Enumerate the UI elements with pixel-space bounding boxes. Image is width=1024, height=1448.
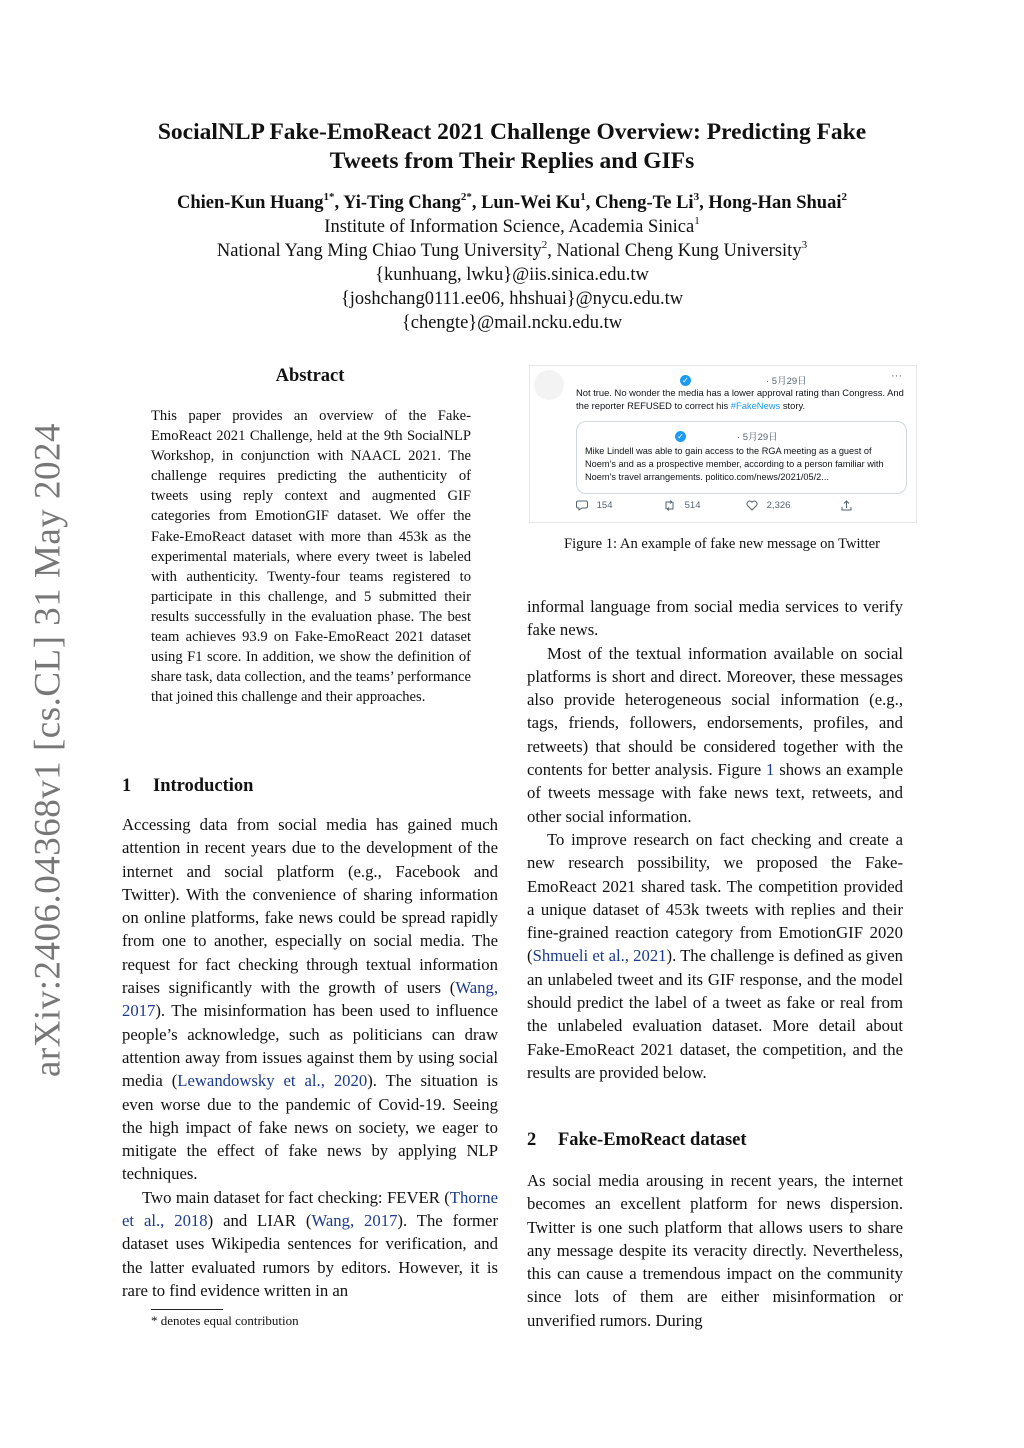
more-options-icon[interactable]: ···	[891, 370, 902, 382]
author-name: Hong-Han Shuai	[708, 193, 842, 213]
section-heading-introduction	[122, 776, 253, 797]
text-span: shows an example of tweets message with fake news text, retweets, and other social information.	[527, 760, 903, 826]
text-span: Two main dataset for fact checking: FEVER (	[142, 1187, 450, 1207]
footnote	[151, 1313, 299, 1329]
share-icon	[841, 500, 852, 511]
affiliation-mark: 1	[694, 215, 700, 227]
abstract-body: This paper provides an overview of the Fake-EmoReact 2021 Challenge, held at the 9th SocialNLP Workshop, in conjunction with NAACL 2021. The challenge requires predicting the authenticity of tweets using reply context and augmented GIF categories from EmotionGIF dataset. We offer the Fake-EmoReact dataset with more than 453k as the experimental materials, where every tweet is labeled with authenticity. Twenty-four teams registered to participate in this challenge, and 5 submitted their results successfully in the evaluation phase. The best team achieves 93.9 on Fake-EmoReact 2021 dataset using F1 score. In addition, we show the definition of share task, data collection, and the teams’ performance that joined this challenge and their approaches.	[151, 408, 471, 706]
verified-badge-icon: ✓	[680, 372, 691, 390]
section-number: 2	[527, 1130, 537, 1150]
footnote-mark: *	[151, 1313, 158, 1328]
affiliation-text: , National Cheng Kung University	[547, 241, 802, 261]
section-heading-dataset	[527, 1130, 747, 1151]
reply-count: 154	[596, 500, 613, 512]
retweet-count: 514	[684, 500, 701, 512]
citation-link[interactable]: Thorne et al., 2018	[122, 1187, 498, 1231]
paragraph	[527, 642, 903, 828]
arxiv-identifier: arXiv:2406.04368v1 [cs.CL] 31 May 2024	[27, 422, 69, 1078]
author-separator: ,	[699, 193, 709, 213]
tweet-date: · 5月29日	[766, 376, 807, 387]
email-line: {joshchang0111.ee06, hhshuai}@nycu.edu.tw	[340, 289, 684, 309]
figure-caption: Figure 1: An example of fake new message on Twitter	[563, 536, 881, 552]
author-name: Cheng-Te Li	[595, 193, 694, 213]
footnote-rule	[151, 1309, 223, 1310]
text-span: ). The former dataset uses Wikipedia sentences for verification, and the latter evaluated rumors by editors. However, it is rare to find evidence written in an	[122, 1211, 498, 1300]
section-number: 1	[122, 776, 132, 796]
paragraph: As social media arousing in recent years, the internet becomes an excellent platform for news dispersion. Twitter is one such platform that allows users to share any message despite its veracity directly. Nevertheless, this can cause a tremendous impact on the community since lots of them are either misinformation or unverified rumors. During	[527, 1171, 903, 1330]
text-span: story.	[780, 400, 806, 411]
heart-icon	[746, 500, 758, 511]
text-span: ) and LIAR (	[207, 1211, 312, 1231]
paragraph	[122, 813, 498, 1186]
author-affiliation-mark: 2	[841, 191, 847, 203]
figure-reference-link[interactable]: 1	[765, 760, 775, 780]
author-list	[112, 191, 912, 215]
title-line-2: Tweets from Their Replies and GIFs	[329, 148, 695, 174]
author-separator: ,	[334, 193, 344, 213]
citation-link[interactable]: Shmueli et al., 2021	[532, 946, 667, 966]
reply-icon	[576, 500, 588, 511]
section-title: Fake-EmoReact dataset	[558, 1130, 747, 1150]
paragraph	[527, 828, 903, 1084]
text-span: ). The challenge is defined as given an unlabeled tweet and its GIF response, and the model should predict the label of a tweet as fake or real from the unlabeled evaluation dataset. More detail about Fake-EmoReact 2021 dataset, the competition, and the results are provided below.	[527, 946, 903, 1082]
abstract-heading: Abstract	[275, 366, 345, 386]
text-span: To improve research on fact checking and create a new research possibility, we proposed the Fake-EmoReact 2021 shared task. The competition provided a unique dataset of 453k tweets with replies and their fine-grained reaction category from EmotionGIF 2020 (	[527, 829, 903, 966]
paragraph	[122, 1186, 498, 1302]
paragraph: informal language from social media services to verify fake news.	[527, 597, 903, 640]
affiliation-mark: 2	[541, 239, 548, 251]
text-span: ). The situation is even worse due to the pandemic of Covid-19. Seeing the high impact of fake news on society, we eager to mitigate the effect of fake news by applying NLP techniques.	[122, 1071, 498, 1184]
introduction-body	[122, 813, 498, 1302]
text-span: Accessing data from social media has gained much attention in recent years due to the development of the internet and social platform (e.g., Facebook and Twitter). With the convenience of sharing information on online platforms, fake news could be spread rapidly from one to another, especially on social media. The request for fact checking through textual information raises significantly with the growth of users (	[122, 815, 498, 998]
affiliation-text: National Yang Ming Chiao Tung University	[216, 241, 542, 261]
retweet-icon	[663, 500, 676, 511]
like-count: 2,326	[766, 500, 791, 512]
dataset-section-body	[527, 1169, 903, 1332]
affiliation-text: Institute of Information Science, Academia Sinica	[324, 217, 695, 237]
quoted-tweet-text: Mike Lindell was able to gain access to the RGA meeting as a guest of Noem’s and as a prospective member, according to a person familiar with Noem’s travel arrangements. politico.com/news/2021/05/2...	[585, 446, 884, 482]
like-button[interactable]	[746, 500, 790, 511]
paper-title	[112, 118, 912, 176]
verified-badge-icon: ✓	[675, 428, 686, 446]
footnote-text: denotes equal contribution	[160, 1313, 299, 1328]
affiliation-mark: 3	[801, 239, 808, 251]
avatar	[534, 370, 564, 400]
email-line: {chengte}@mail.ncku.edu.tw	[401, 313, 623, 333]
author-affiliation-mark: 1*	[323, 191, 335, 203]
author-separator: ,	[585, 193, 596, 213]
section-title: Introduction	[153, 776, 254, 796]
text-span: Not true. No wonder the media has a lower approval rating than Congress. And the reporter REFUSED to correct his	[576, 387, 904, 411]
author-block	[112, 191, 912, 335]
affiliation-line-1	[112, 215, 912, 239]
citation-link[interactable]: Lewandowsky et al., 2020	[177, 1071, 368, 1091]
tweet-text	[576, 386, 910, 412]
text-span: Most of the textual information available on social platforms is short and direct. Moreover, these messages also provide heterogeneous social information (e.g., tags, friends, followers, endorsements, profiles, and retweets) that should be considered together with the contents for better analysis. Figure	[527, 643, 903, 780]
citation-link[interactable]: Wang, 2017	[122, 978, 498, 1021]
author-name: Lun-Wei Ku	[481, 193, 581, 213]
reply-button[interactable]	[576, 500, 613, 511]
author-affiliation-mark: 1	[580, 191, 586, 203]
arxiv-sidebar-stamp	[18, 422, 78, 1078]
citation-link[interactable]: Wang, 2017	[311, 1211, 398, 1231]
retweet-button[interactable]	[663, 500, 701, 511]
author-name: Chien-Kun Huang	[177, 193, 324, 213]
quoted-tweet[interactable]	[576, 421, 907, 494]
figure-tweet-screenshot	[529, 365, 917, 523]
affiliation-line-2	[112, 239, 912, 263]
text-span: ). The misinformation has been used to influence people’s acknowledge, such as politicians can draw attention away from issues against them by using social media (	[122, 1001, 498, 1091]
right-column-body	[527, 595, 903, 1084]
share-button[interactable]	[841, 500, 852, 511]
title-line-1: SocialNLP Fake-EmoReact 2021 Challenge Overview: Predicting Fake	[157, 119, 867, 145]
email-line: {kunhuang, lwku}@iis.sinica.edu.tw	[375, 265, 649, 285]
author-affiliation-mark: 2*	[460, 191, 472, 203]
author-affiliation-mark: 3	[693, 191, 700, 203]
author-separator: ,	[471, 193, 482, 213]
quoted-tweet-date: · 5月29日	[737, 432, 778, 443]
author-name: Yi-Ting Chang	[343, 193, 461, 213]
hashtag-link[interactable]: #FakeNews	[730, 400, 781, 411]
